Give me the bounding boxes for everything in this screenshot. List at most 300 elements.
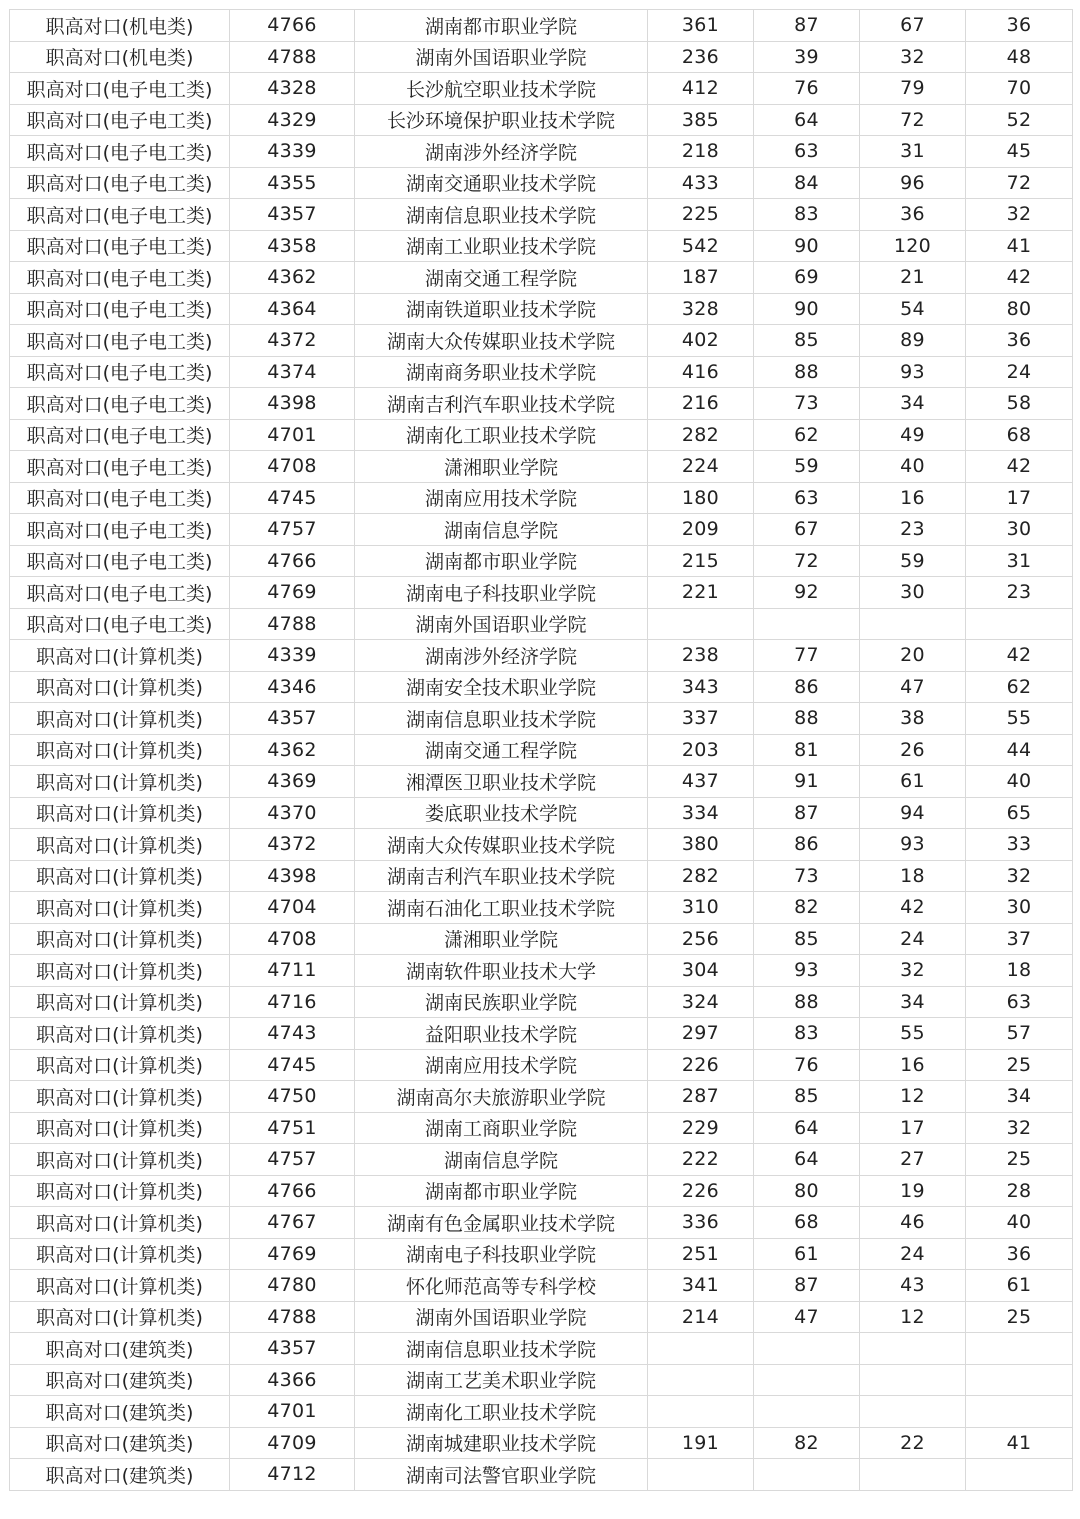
table-row bbox=[10, 671, 1073, 703]
table-row bbox=[10, 703, 1073, 735]
category-cell: 职高对口(计算机类) bbox=[10, 860, 230, 892]
value-cell-2: 85 bbox=[754, 325, 860, 357]
school-code-cell: 4339 bbox=[230, 136, 355, 168]
value-cell-3: 42 bbox=[860, 892, 966, 924]
value-cell-2: 63 bbox=[754, 136, 860, 168]
school-code-cell: 4372 bbox=[230, 325, 355, 357]
value-cell-3: 34 bbox=[860, 388, 966, 420]
school-name-cell: 湖南交通职业技术学院 bbox=[355, 167, 648, 199]
value-cell-3: 47 bbox=[860, 671, 966, 703]
value-cell-1 bbox=[648, 1364, 754, 1396]
value-cell-3: 19 bbox=[860, 1175, 966, 1207]
value-cell-1: 416 bbox=[648, 356, 754, 388]
value-cell-3: 20 bbox=[860, 640, 966, 672]
value-cell-2: 88 bbox=[754, 986, 860, 1018]
value-cell-2: 93 bbox=[754, 955, 860, 987]
value-cell-3 bbox=[860, 1364, 966, 1396]
value-cell-3 bbox=[860, 1333, 966, 1365]
category-cell: 职高对口(计算机类) bbox=[10, 923, 230, 955]
value-cell-3: 36 bbox=[860, 199, 966, 231]
school-name-cell: 湖南信息职业技术学院 bbox=[355, 199, 648, 231]
value-cell-2: 73 bbox=[754, 860, 860, 892]
school-name-cell: 湖南工商职业学院 bbox=[355, 1112, 648, 1144]
value-cell-2: 59 bbox=[754, 451, 860, 483]
value-cell-4: 68 bbox=[966, 419, 1073, 451]
value-cell-4: 58 bbox=[966, 388, 1073, 420]
value-cell-3: 26 bbox=[860, 734, 966, 766]
school-code-cell: 4374 bbox=[230, 356, 355, 388]
category-cell: 职高对口(机电类) bbox=[10, 10, 230, 42]
value-cell-1: 380 bbox=[648, 829, 754, 861]
value-cell-2: 64 bbox=[754, 1144, 860, 1176]
value-cell-2 bbox=[754, 1333, 860, 1365]
value-cell-1: 238 bbox=[648, 640, 754, 672]
value-cell-2: 83 bbox=[754, 199, 860, 231]
school-code-cell: 4788 bbox=[230, 41, 355, 73]
value-cell-2: 90 bbox=[754, 293, 860, 325]
school-code-cell: 4769 bbox=[230, 577, 355, 609]
value-cell-4 bbox=[966, 608, 1073, 640]
school-code-cell: 4788 bbox=[230, 1301, 355, 1333]
value-cell-1: 385 bbox=[648, 104, 754, 136]
table-row bbox=[10, 419, 1073, 451]
category-cell: 职高对口(计算机类) bbox=[10, 671, 230, 703]
school-code-cell: 4769 bbox=[230, 1238, 355, 1270]
value-cell-4: 63 bbox=[966, 986, 1073, 1018]
value-cell-3: 17 bbox=[860, 1112, 966, 1144]
table-row bbox=[10, 577, 1073, 609]
category-cell: 职高对口(计算机类) bbox=[10, 766, 230, 798]
value-cell-3: 24 bbox=[860, 1238, 966, 1270]
table-row bbox=[10, 514, 1073, 546]
category-cell: 职高对口(电子电工类) bbox=[10, 199, 230, 231]
value-cell-4: 24 bbox=[966, 356, 1073, 388]
value-cell-4: 44 bbox=[966, 734, 1073, 766]
table-row bbox=[10, 136, 1073, 168]
value-cell-3: 23 bbox=[860, 514, 966, 546]
value-cell-4: 42 bbox=[966, 640, 1073, 672]
school-name-cell: 湖南工艺美术职业学院 bbox=[355, 1364, 648, 1396]
category-cell: 职高对口(建筑类) bbox=[10, 1364, 230, 1396]
school-name-cell: 湖南信息学院 bbox=[355, 1144, 648, 1176]
school-name-cell: 湖南应用技术学院 bbox=[355, 1049, 648, 1081]
school-code-cell: 4757 bbox=[230, 1144, 355, 1176]
category-cell: 职高对口(电子电工类) bbox=[10, 482, 230, 514]
table-row bbox=[10, 10, 1073, 42]
school-name-cell: 益阳职业技术学院 bbox=[355, 1018, 648, 1050]
value-cell-3: 27 bbox=[860, 1144, 966, 1176]
value-cell-1: 224 bbox=[648, 451, 754, 483]
value-cell-1: 287 bbox=[648, 1081, 754, 1113]
table-row bbox=[10, 41, 1073, 73]
category-cell: 职高对口(电子电工类) bbox=[10, 230, 230, 262]
value-cell-4: 62 bbox=[966, 671, 1073, 703]
category-cell: 职高对口(电子电工类) bbox=[10, 388, 230, 420]
value-cell-3: 12 bbox=[860, 1081, 966, 1113]
category-cell: 职高对口(计算机类) bbox=[10, 829, 230, 861]
value-cell-2 bbox=[754, 608, 860, 640]
value-cell-1: 336 bbox=[648, 1207, 754, 1239]
table-row bbox=[10, 1364, 1073, 1396]
value-cell-2: 84 bbox=[754, 167, 860, 199]
category-cell: 职高对口(计算机类) bbox=[10, 1270, 230, 1302]
value-cell-2: 87 bbox=[754, 797, 860, 829]
value-cell-3: 94 bbox=[860, 797, 966, 829]
value-cell-2: 77 bbox=[754, 640, 860, 672]
category-cell: 职高对口(计算机类) bbox=[10, 1049, 230, 1081]
value-cell-2: 86 bbox=[754, 671, 860, 703]
value-cell-4: 36 bbox=[966, 1238, 1073, 1270]
school-code-cell: 4766 bbox=[230, 545, 355, 577]
school-name-cell: 湖南大众传媒职业技术学院 bbox=[355, 325, 648, 357]
value-cell-4: 65 bbox=[966, 797, 1073, 829]
value-cell-4: 45 bbox=[966, 136, 1073, 168]
school-name-cell: 湖南民族职业学院 bbox=[355, 986, 648, 1018]
value-cell-4: 36 bbox=[966, 10, 1073, 42]
value-cell-1: 214 bbox=[648, 1301, 754, 1333]
value-cell-3: 43 bbox=[860, 1270, 966, 1302]
school-code-cell: 4751 bbox=[230, 1112, 355, 1144]
value-cell-1: 282 bbox=[648, 860, 754, 892]
value-cell-3: 67 bbox=[860, 10, 966, 42]
value-cell-3: 18 bbox=[860, 860, 966, 892]
value-cell-2: 87 bbox=[754, 10, 860, 42]
value-cell-4: 41 bbox=[966, 1427, 1073, 1459]
value-cell-1: 542 bbox=[648, 230, 754, 262]
value-cell-4: 42 bbox=[966, 451, 1073, 483]
school-name-cell: 湖南交通工程学院 bbox=[355, 734, 648, 766]
category-cell: 职高对口(计算机类) bbox=[10, 1175, 230, 1207]
school-name-cell: 湖南交通工程学院 bbox=[355, 262, 648, 294]
table-row bbox=[10, 829, 1073, 861]
value-cell-1 bbox=[648, 1333, 754, 1365]
value-cell-4: 52 bbox=[966, 104, 1073, 136]
category-cell: 职高对口(电子电工类) bbox=[10, 104, 230, 136]
school-code-cell: 4766 bbox=[230, 10, 355, 42]
table-row bbox=[10, 73, 1073, 105]
school-code-cell: 4355 bbox=[230, 167, 355, 199]
category-cell: 职高对口(计算机类) bbox=[10, 1238, 230, 1270]
school-name-cell: 湖南涉外经济学院 bbox=[355, 136, 648, 168]
value-cell-2: 88 bbox=[754, 356, 860, 388]
category-cell: 职高对口(电子电工类) bbox=[10, 262, 230, 294]
score-table-container bbox=[9, 9, 1072, 1491]
value-cell-3: 40 bbox=[860, 451, 966, 483]
category-cell: 职高对口(电子电工类) bbox=[10, 136, 230, 168]
value-cell-1: 221 bbox=[648, 577, 754, 609]
value-cell-2: 82 bbox=[754, 892, 860, 924]
value-cell-1: 218 bbox=[648, 136, 754, 168]
school-name-cell: 湖南大众传媒职业技术学院 bbox=[355, 829, 648, 861]
value-cell-2: 61 bbox=[754, 1238, 860, 1270]
school-name-cell: 湖南吉利汽车职业技术学院 bbox=[355, 860, 648, 892]
table-row bbox=[10, 293, 1073, 325]
value-cell-1: 310 bbox=[648, 892, 754, 924]
value-cell-3: 12 bbox=[860, 1301, 966, 1333]
school-name-cell: 湖南城建职业技术学院 bbox=[355, 1427, 648, 1459]
category-cell: 职高对口(计算机类) bbox=[10, 640, 230, 672]
table-row bbox=[10, 923, 1073, 955]
table-row bbox=[10, 1301, 1073, 1333]
school-name-cell: 湖南化工职业技术学院 bbox=[355, 419, 648, 451]
value-cell-3: 72 bbox=[860, 104, 966, 136]
value-cell-3: 38 bbox=[860, 703, 966, 735]
value-cell-3: 61 bbox=[860, 766, 966, 798]
value-cell-1: 297 bbox=[648, 1018, 754, 1050]
value-cell-2: 83 bbox=[754, 1018, 860, 1050]
value-cell-1: 216 bbox=[648, 388, 754, 420]
category-cell: 职高对口(建筑类) bbox=[10, 1396, 230, 1428]
value-cell-2: 39 bbox=[754, 41, 860, 73]
school-code-cell: 4398 bbox=[230, 388, 355, 420]
value-cell-4 bbox=[966, 1459, 1073, 1491]
value-cell-4: 80 bbox=[966, 293, 1073, 325]
school-name-cell: 湖南应用技术学院 bbox=[355, 482, 648, 514]
school-code-cell: 4716 bbox=[230, 986, 355, 1018]
school-name-cell: 湖南信息职业技术学院 bbox=[355, 1333, 648, 1365]
value-cell-2: 82 bbox=[754, 1427, 860, 1459]
value-cell-3: 31 bbox=[860, 136, 966, 168]
category-cell: 职高对口(计算机类) bbox=[10, 797, 230, 829]
table-row bbox=[10, 1270, 1073, 1302]
value-cell-3: 96 bbox=[860, 167, 966, 199]
school-code-cell: 4339 bbox=[230, 640, 355, 672]
table-row bbox=[10, 104, 1073, 136]
table-row bbox=[10, 1207, 1073, 1239]
value-cell-1: 226 bbox=[648, 1049, 754, 1081]
school-name-cell: 湖南都市职业学院 bbox=[355, 10, 648, 42]
value-cell-3: 120 bbox=[860, 230, 966, 262]
table-row bbox=[10, 1018, 1073, 1050]
school-code-cell: 4708 bbox=[230, 451, 355, 483]
value-cell-1: 337 bbox=[648, 703, 754, 735]
school-name-cell: 湖南外国语职业学院 bbox=[355, 1301, 648, 1333]
school-name-cell: 怀化师范高等专科学校 bbox=[355, 1270, 648, 1302]
category-cell: 职高对口(电子电工类) bbox=[10, 167, 230, 199]
school-code-cell: 4366 bbox=[230, 1364, 355, 1396]
value-cell-2: 86 bbox=[754, 829, 860, 861]
table-row bbox=[10, 230, 1073, 262]
value-cell-1: 187 bbox=[648, 262, 754, 294]
value-cell-3: 89 bbox=[860, 325, 966, 357]
value-cell-1: 209 bbox=[648, 514, 754, 546]
value-cell-1: 328 bbox=[648, 293, 754, 325]
table-body bbox=[10, 10, 1073, 1491]
value-cell-4: 33 bbox=[966, 829, 1073, 861]
table-row bbox=[10, 1112, 1073, 1144]
school-code-cell: 4745 bbox=[230, 1049, 355, 1081]
value-cell-1: 341 bbox=[648, 1270, 754, 1302]
school-code-cell: 4711 bbox=[230, 955, 355, 987]
table-row bbox=[10, 199, 1073, 231]
value-cell-2: 80 bbox=[754, 1175, 860, 1207]
value-cell-3: 46 bbox=[860, 1207, 966, 1239]
table-row bbox=[10, 640, 1073, 672]
school-name-cell: 湘潭医卫职业技术学院 bbox=[355, 766, 648, 798]
value-cell-2: 85 bbox=[754, 923, 860, 955]
school-name-cell: 湖南安全技术职业学院 bbox=[355, 671, 648, 703]
category-cell: 职高对口(电子电工类) bbox=[10, 608, 230, 640]
value-cell-1: 402 bbox=[648, 325, 754, 357]
value-cell-4: 36 bbox=[966, 325, 1073, 357]
category-cell: 职高对口(计算机类) bbox=[10, 892, 230, 924]
category-cell: 职高对口(计算机类) bbox=[10, 1207, 230, 1239]
table-row bbox=[10, 734, 1073, 766]
school-name-cell: 湖南外国语职业学院 bbox=[355, 41, 648, 73]
value-cell-1: 225 bbox=[648, 199, 754, 231]
school-code-cell: 4750 bbox=[230, 1081, 355, 1113]
school-code-cell: 4701 bbox=[230, 1396, 355, 1428]
school-code-cell: 4780 bbox=[230, 1270, 355, 1302]
category-cell: 职高对口(电子电工类) bbox=[10, 514, 230, 546]
value-cell-4: 25 bbox=[966, 1301, 1073, 1333]
category-cell: 职高对口(电子电工类) bbox=[10, 325, 230, 357]
value-cell-1: 304 bbox=[648, 955, 754, 987]
value-cell-3: 93 bbox=[860, 829, 966, 861]
table-row bbox=[10, 482, 1073, 514]
value-cell-3: 32 bbox=[860, 955, 966, 987]
value-cell-1: 215 bbox=[648, 545, 754, 577]
table-row bbox=[10, 860, 1073, 892]
value-cell-4: 32 bbox=[966, 860, 1073, 892]
value-cell-2: 87 bbox=[754, 1270, 860, 1302]
value-cell-2 bbox=[754, 1459, 860, 1491]
category-cell: 职高对口(电子电工类) bbox=[10, 73, 230, 105]
value-cell-1 bbox=[648, 608, 754, 640]
value-cell-2: 81 bbox=[754, 734, 860, 766]
value-cell-4: 25 bbox=[966, 1049, 1073, 1081]
value-cell-2: 73 bbox=[754, 388, 860, 420]
value-cell-1: 412 bbox=[648, 73, 754, 105]
value-cell-3: 34 bbox=[860, 986, 966, 1018]
value-cell-1: 324 bbox=[648, 986, 754, 1018]
category-cell: 职高对口(电子电工类) bbox=[10, 451, 230, 483]
school-name-cell: 湖南信息学院 bbox=[355, 514, 648, 546]
school-name-cell: 湖南电子科技职业学院 bbox=[355, 1238, 648, 1270]
value-cell-4: 70 bbox=[966, 73, 1073, 105]
value-cell-4: 37 bbox=[966, 923, 1073, 955]
category-cell: 职高对口(计算机类) bbox=[10, 734, 230, 766]
category-cell: 职高对口(建筑类) bbox=[10, 1459, 230, 1491]
school-name-cell: 湖南都市职业学院 bbox=[355, 545, 648, 577]
value-cell-4: 30 bbox=[966, 514, 1073, 546]
value-cell-2: 88 bbox=[754, 703, 860, 735]
table-row bbox=[10, 1081, 1073, 1113]
table-row bbox=[10, 1427, 1073, 1459]
value-cell-4: 42 bbox=[966, 262, 1073, 294]
table-row bbox=[10, 1396, 1073, 1428]
school-code-cell: 4329 bbox=[230, 104, 355, 136]
school-name-cell: 湖南电子科技职业学院 bbox=[355, 577, 648, 609]
score-table bbox=[9, 9, 1073, 1491]
value-cell-4: 32 bbox=[966, 199, 1073, 231]
category-cell: 职高对口(计算机类) bbox=[10, 1112, 230, 1144]
school-name-cell: 湖南司法警官职业学院 bbox=[355, 1459, 648, 1491]
school-name-cell: 潇湘职业学院 bbox=[355, 451, 648, 483]
table-row bbox=[10, 1144, 1073, 1176]
value-cell-3: 93 bbox=[860, 356, 966, 388]
school-code-cell: 4398 bbox=[230, 860, 355, 892]
value-cell-4: 34 bbox=[966, 1081, 1073, 1113]
table-row bbox=[10, 1333, 1073, 1365]
value-cell-3: 16 bbox=[860, 1049, 966, 1081]
value-cell-3: 32 bbox=[860, 41, 966, 73]
table-row bbox=[10, 262, 1073, 294]
value-cell-4 bbox=[966, 1364, 1073, 1396]
school-code-cell: 4372 bbox=[230, 829, 355, 861]
school-name-cell: 湖南信息职业技术学院 bbox=[355, 703, 648, 735]
school-code-cell: 4767 bbox=[230, 1207, 355, 1239]
value-cell-4: 40 bbox=[966, 1207, 1073, 1239]
school-name-cell: 湖南石油化工职业技术学院 bbox=[355, 892, 648, 924]
table-row bbox=[10, 797, 1073, 829]
school-code-cell: 4701 bbox=[230, 419, 355, 451]
school-name-cell: 湖南吉利汽车职业技术学院 bbox=[355, 388, 648, 420]
category-cell: 职高对口(计算机类) bbox=[10, 955, 230, 987]
table-row bbox=[10, 766, 1073, 798]
value-cell-4: 61 bbox=[966, 1270, 1073, 1302]
value-cell-4: 31 bbox=[966, 545, 1073, 577]
value-cell-3 bbox=[860, 1459, 966, 1491]
value-cell-4: 30 bbox=[966, 892, 1073, 924]
value-cell-1: 256 bbox=[648, 923, 754, 955]
value-cell-1: 236 bbox=[648, 41, 754, 73]
value-cell-1: 229 bbox=[648, 1112, 754, 1144]
table-row bbox=[10, 1049, 1073, 1081]
table-row bbox=[10, 325, 1073, 357]
school-code-cell: 4362 bbox=[230, 734, 355, 766]
school-code-cell: 4745 bbox=[230, 482, 355, 514]
value-cell-2: 76 bbox=[754, 73, 860, 105]
school-code-cell: 4357 bbox=[230, 703, 355, 735]
school-code-cell: 4743 bbox=[230, 1018, 355, 1050]
school-code-cell: 4328 bbox=[230, 73, 355, 105]
table-row bbox=[10, 545, 1073, 577]
value-cell-1: 226 bbox=[648, 1175, 754, 1207]
value-cell-2 bbox=[754, 1364, 860, 1396]
value-cell-1: 203 bbox=[648, 734, 754, 766]
table-row bbox=[10, 451, 1073, 483]
table-row bbox=[10, 1175, 1073, 1207]
value-cell-4: 32 bbox=[966, 1112, 1073, 1144]
value-cell-1: 191 bbox=[648, 1427, 754, 1459]
school-code-cell: 4357 bbox=[230, 199, 355, 231]
value-cell-1: 180 bbox=[648, 482, 754, 514]
value-cell-3 bbox=[860, 1396, 966, 1428]
school-name-cell: 湖南软件职业技术大学 bbox=[355, 955, 648, 987]
table-row bbox=[10, 167, 1073, 199]
value-cell-2: 47 bbox=[754, 1301, 860, 1333]
category-cell: 职高对口(电子电工类) bbox=[10, 577, 230, 609]
school-name-cell: 湖南高尔夫旅游职业学院 bbox=[355, 1081, 648, 1113]
school-code-cell: 4362 bbox=[230, 262, 355, 294]
value-cell-1 bbox=[648, 1459, 754, 1491]
value-cell-1: 361 bbox=[648, 10, 754, 42]
value-cell-3: 30 bbox=[860, 577, 966, 609]
value-cell-4: 41 bbox=[966, 230, 1073, 262]
school-code-cell: 4709 bbox=[230, 1427, 355, 1459]
category-cell: 职高对口(计算机类) bbox=[10, 703, 230, 735]
table-row bbox=[10, 1459, 1073, 1491]
value-cell-2: 91 bbox=[754, 766, 860, 798]
value-cell-1 bbox=[648, 1396, 754, 1428]
school-code-cell: 4788 bbox=[230, 608, 355, 640]
value-cell-4: 23 bbox=[966, 577, 1073, 609]
school-name-cell: 湖南铁道职业技术学院 bbox=[355, 293, 648, 325]
table-row bbox=[10, 986, 1073, 1018]
school-name-cell: 湖南外国语职业学院 bbox=[355, 608, 648, 640]
value-cell-2: 90 bbox=[754, 230, 860, 262]
